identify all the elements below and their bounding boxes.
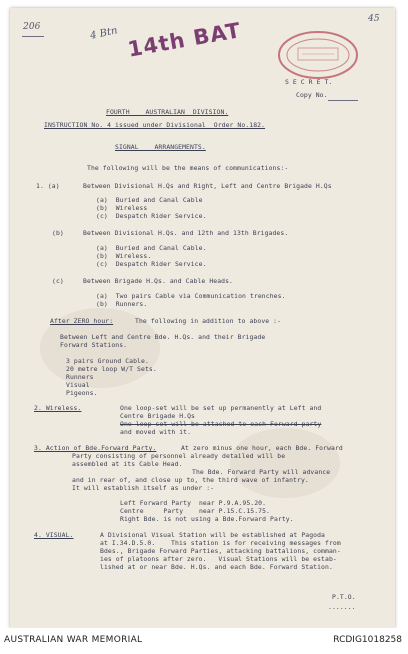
section-2-line: Centre Brigade H.Qs: [120, 412, 196, 420]
list-item: (a) Buried and Canal Cable.: [96, 244, 207, 252]
footer-source: AUSTRALIAN WAR MEMORIAL: [4, 635, 143, 645]
list-item: 3 pairs Ground Cable.: [66, 357, 149, 365]
section-4-line: A Divisional Visual Station will be established at Pagoda: [100, 531, 326, 539]
document-page: [10, 8, 395, 628]
section-3-line: The Bde. Forward Party will advance: [192, 468, 331, 476]
section-1b-text: Between Divisional H.Qs. and 12th and 13th Brigades.: [83, 229, 289, 237]
section-3-row: Centre Party near P.15.C.15.75.: [120, 507, 271, 515]
section-2-line: One loop-set will be set up permanently at Left and: [120, 404, 322, 412]
after-zero-line: Forward Stations.: [60, 341, 128, 349]
section-3-label: 3. Action of Bde.Forward Party.: [34, 444, 157, 452]
handwritten-number: 206: [23, 22, 41, 32]
section-3-line: At zero minus one hour, each Bde. Forward: [181, 444, 343, 452]
division-title: FOURTH AUSTRALIAN DIVISION.: [106, 108, 229, 116]
list-item: Pigeons.: [66, 389, 98, 397]
section-title: SIGNAL ARRANGEMENTS.: [115, 143, 206, 151]
instruction-title: INSTRUCTION No. 4 issued under Divisional Order No.182.: [44, 121, 266, 129]
section-2-label: 2. Wireless.: [34, 404, 82, 412]
after-zero-label: After ZERO hour:: [50, 317, 114, 325]
copy-number-label: Copy No.: [296, 91, 328, 99]
list-item: Runners: [66, 373, 94, 381]
list-item: (b) Wireless.: [96, 252, 152, 260]
secret-marking: S E C R E T.: [285, 78, 333, 86]
list-item: (b) Runners.: [96, 300, 148, 308]
section-3-line: and in rear of, and close up to, the third wave of infantry.: [72, 476, 309, 484]
paper-stain: [230, 428, 340, 498]
pto-dots: .......: [328, 603, 356, 611]
handwritten-underline: [22, 36, 44, 37]
pto-marker: P.T.O.: [332, 593, 356, 601]
list-item: (c) Despatch Rider Service.: [96, 260, 207, 268]
battalion-seal-stamp: [276, 29, 360, 81]
list-item: (b) Wireless: [96, 204, 148, 212]
section-4-line: at I.34.D.5.0. This station is for receiving messages from: [100, 539, 341, 547]
section-1a-text: Between Divisional H.Qs and Right, Left and Centre Brigade H.Qs: [83, 182, 332, 190]
section-3-line: assembled at its Cable Head.: [72, 460, 183, 468]
after-zero-line: Between Left and Centre Bde. H.Qs. and their Brigade: [60, 333, 266, 341]
list-item: (a) Buried and Canal Cable: [96, 196, 203, 204]
intro-line: The following will be the means of communications:-: [87, 164, 289, 172]
footer-record-id: RCDIG1018258: [333, 635, 402, 645]
section-4-line: Bdes., Brigade Forward Parties, attacking battalions, comman-: [100, 547, 341, 555]
copy-number-line: [328, 100, 358, 101]
section-3-line: It will establish itself as under :-: [72, 484, 215, 492]
section-1c-text: Between Brigade H.Qs. and Cable Heads.: [83, 277, 234, 285]
handwritten-note: 4 Btn: [89, 25, 119, 42]
list-item: Visual: [66, 381, 90, 389]
section-3-line: Party consisting of personnel already detailed will be: [72, 452, 286, 460]
section-2-line: and moved with it.: [120, 428, 192, 436]
list-item: 20 metre loop W/T Sets.: [66, 365, 157, 373]
handwritten-page-number: 45: [368, 14, 380, 24]
section-3-row: Right Bde. is not using a Bde.Forward Party.: [120, 515, 294, 523]
section-2-line: One loop-set will be attached to each Forward party: [120, 420, 322, 428]
list-item: (a) Two pairs Cable via Communication trenches.: [96, 292, 286, 300]
section-4-line: ies of platoons after zero. Visual Stations will be estab-: [100, 555, 337, 563]
section-1c-label: (c): [52, 277, 64, 285]
after-zero-text: The following in addition to above :-: [135, 317, 282, 325]
section-3-row: Left Forward Party near P.9.A.95.20.: [120, 499, 267, 507]
section-1-number: 1. (a): [36, 182, 60, 190]
battalion-stamp: 14th BAT: [126, 18, 243, 62]
section-4-line: lished at or near Bde. H.Qs. and each Bde. Forward Station.: [100, 563, 333, 571]
section-1b-label: (b): [52, 229, 64, 237]
list-item: (c) Despatch Rider Service.: [96, 212, 207, 220]
archive-footer: [0, 628, 408, 654]
section-4-label: 4. VISUAL.: [34, 531, 74, 539]
